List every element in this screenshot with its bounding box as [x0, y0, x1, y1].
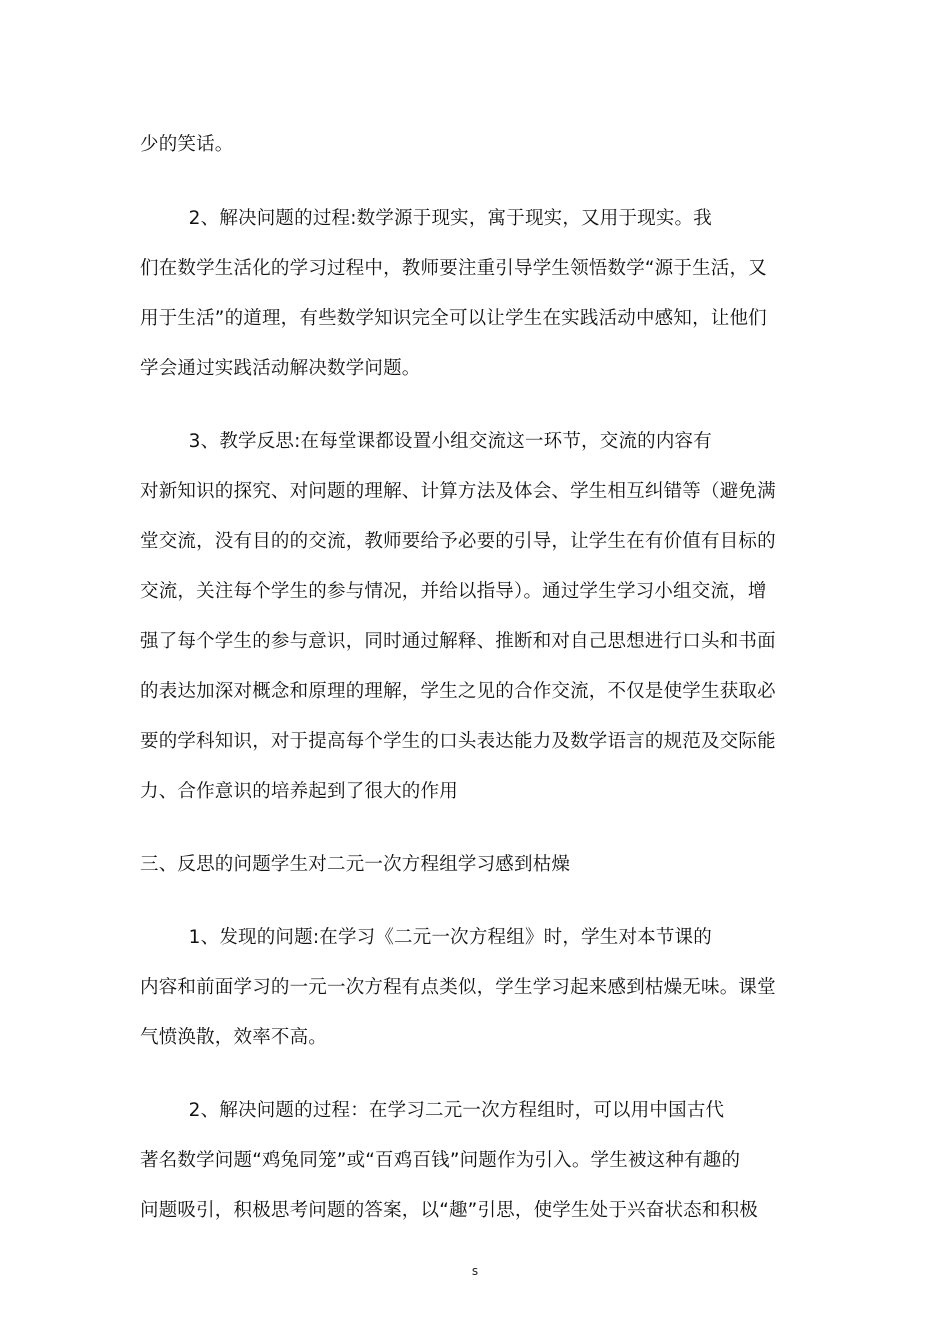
section-heading: 三、反思的问题学生对二元一次方程组学习感到枯燥: [140, 854, 571, 875]
page-footer: s: [471, 1264, 479, 1278]
text-line: 学会通过实践活动解决数学问题。: [140, 358, 421, 379]
text-line: 2、解决问题的过程:数学源于现实，寓于现实，又用于现实。我: [140, 208, 712, 229]
text-line: 强了每个学生的参与意识，同时通过解释、推断和对自己思想进行口头和书面: [140, 631, 776, 652]
text-line: 著名数学问题“鸡兔同笼”或“百鸡百钱”问题作为引入。学生被这种有趣的: [140, 1150, 741, 1171]
text-line: 力、合作意识的培养起到了很大的作用: [140, 781, 458, 802]
text-line: 气愤涣散，效率不高。: [140, 1027, 328, 1048]
text-line: 少的笑话。: [140, 134, 234, 155]
text-line: 的表达加深对概念和原理的理解，学生之见的合作交流，不仅是使学生获取必: [140, 681, 776, 702]
text-line: 3、教学反思:在每堂课都设置小组交流这一环节，交流的内容有: [140, 431, 712, 452]
text-line: 要的学科知识，对于提高每个学生的口头表达能力及数学语言的规范及交际能: [140, 731, 776, 752]
text-line: 1、发现的问题:在学习《二元一次方程组》时，学生对本节课的: [140, 927, 712, 948]
text-line: 内容和前面学习的一元一次方程有点类似，学生学习起来感到枯燥无味。课堂: [140, 977, 776, 998]
text-line: 对新知识的探究、对问题的理解、计算方法及体会、学生相互纠错等（避免满: [140, 481, 776, 502]
text-line: 问题吸引，积极思考问题的答案，以“趣”引思，使学生处于兴奋状态和积极: [140, 1200, 758, 1221]
text-line: 们在数学生活化的学习过程中，教师要注重引导学生领悟数学“源于生活，又: [140, 258, 767, 279]
text-line: 用于生活”的道理，有些数学知识完全可以让学生在实践活动中感知，让他们: [140, 308, 767, 329]
text-line: 交流，关注每个学生的参与情况，并给以指导）。通过学生学习小组交流，增: [140, 581, 767, 602]
text-line: 2、解决问题的过程：在学习二元一次方程组时，可以用中国古代: [140, 1100, 725, 1121]
text-line: 堂交流，没有目的的交流，教师要给予必要的引导，让学生在有价值有目标的: [140, 531, 776, 552]
